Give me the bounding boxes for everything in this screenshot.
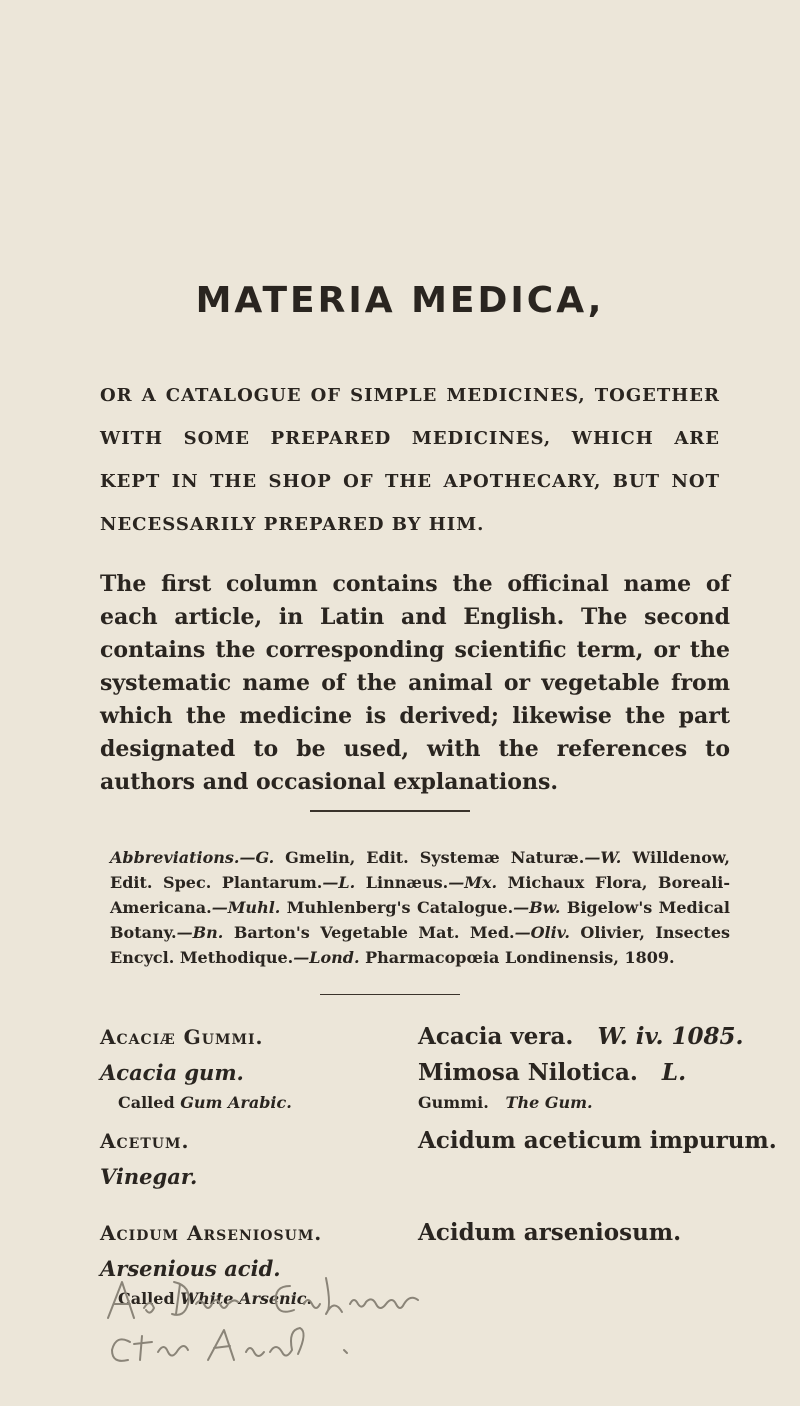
common-name-note: Called Gum Arabic. <box>118 1093 292 1112</box>
abbreviations-paragraph <box>110 845 730 970</box>
abbr-key: —Lond. <box>293 948 360 967</box>
divider-rule <box>320 994 460 995</box>
abbr-text: Pharmacopœia Londinensis, 1809. <box>359 948 675 967</box>
abbr-text: Michaux Flora, Boreali-Americana. <box>110 873 731 917</box>
english-name: Vinegar. <box>100 1164 198 1189</box>
page-title: MATERIA MEDICA, <box>195 280 605 321</box>
abbr-key: —W. <box>584 848 622 867</box>
synonym-name: Mimosa Nilotica. L. <box>418 1059 687 1086</box>
abbr-key: —Muhl. <box>211 898 281 917</box>
abbr-key: —G. <box>239 848 275 867</box>
abbr-key: —L. <box>322 873 356 892</box>
intro-paragraph: The first column contains the officinal name of each article, in Latin and English. The second contains the corresponding scientific term, or the systematic name of the animal or vegetable from which the medicine is derived; likewise the part designated to be used, with the references to authors and occasional explanations. <box>100 571 730 795</box>
scientific-name-column <box>418 1018 758 1116</box>
abbreviations-lead: Abbreviations. <box>110 848 240 867</box>
abbr-text: Gmelin, Edit. Systemæ Naturæ. <box>274 848 585 867</box>
latin-name: Acidum Arseniosum. <box>100 1221 323 1245</box>
english-name: Acacia gum. <box>100 1060 244 1085</box>
author-reference: W. iv. 1085. <box>597 1023 744 1050</box>
abbr-text: Muhlenberg's Catalogue. <box>280 898 514 917</box>
officinal-name-column <box>100 1018 400 1116</box>
abbr-text: Bigelow's Medical Botany. <box>110 898 730 942</box>
abbr-key: —Bn. <box>176 923 224 942</box>
scientific-name-column <box>418 1214 758 1252</box>
abbr-key: —Oliv. <box>514 923 570 942</box>
abbr-key: —Mx. <box>448 873 498 892</box>
scientific-name: Acidum arseniosum. <box>418 1219 682 1246</box>
abbr-key: —Bw. <box>513 898 561 917</box>
part-used: Gummi. The Gum. <box>418 1093 593 1112</box>
latin-name: Acetum. <box>100 1129 190 1153</box>
divider-rule <box>310 810 470 812</box>
handwritten-annotation <box>100 1260 540 1370</box>
abbr-text: Linnæus. <box>355 873 449 892</box>
english-name: Arsenious acid. <box>100 1256 281 1281</box>
abbr-text: Olivier, Insectes Encycl. Methodique. <box>110 923 730 967</box>
common-name-note: Called White Arsenic. <box>118 1289 313 1308</box>
scientific-name: Acidum aceticum impurum. <box>418 1127 777 1154</box>
scientific-name: Acacia vera. W. iv. 1085. <box>418 1023 744 1050</box>
page-subtitle: OR A CATALOGUE OF SIMPLE MEDICINES, TOGETHER WITH SOME PREPARED MEDICINES, WHICH ARE KEPT IN THE SHOP OF THE APOTHECARY, BUT NOT NECESSARILY PREPARED BY HIM. <box>100 385 720 535</box>
latin-name: Acaciæ Gummi. <box>100 1025 264 1049</box>
scientific-name-column <box>418 1122 777 1160</box>
abbr-text: Willdenow, Edit. Spec. Plantarum. <box>110 848 730 892</box>
abbr-text: Barton's Vegetable Mat. Med. <box>223 923 515 942</box>
officinal-name-column <box>100 1122 400 1194</box>
author-reference: L. <box>661 1059 687 1086</box>
